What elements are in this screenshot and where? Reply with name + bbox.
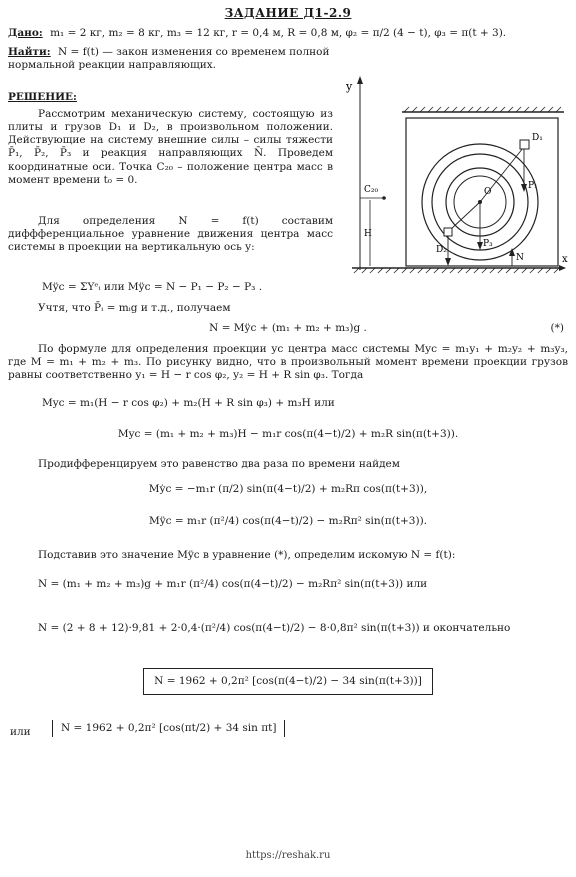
label-d1: D₁ (532, 133, 543, 143)
label-o: O (484, 187, 492, 197)
equation-6: Mÿc = m₁r (π²/4) cos(π(4−t)/2) − m₂Rπ² sin(π(t+3)). (148, 515, 428, 527)
label-p1: P₁ (528, 181, 538, 191)
c20-label: C₂₀ (364, 185, 379, 195)
equation-4: Myc = (m₁ + m₂ + m₃)H − m₁r cos(π(4−t)/2) + m₂R sin(π(t+3)). (117, 428, 459, 440)
paragraph-ode: Для определения N = f(t) составим диффференциальное уравнение движения центра масс системы в проекции на вертикальную ось y: (8, 215, 333, 254)
equation-8: N = (2 + 8 + 12)·9,81 + 2·0,4·(π²/4) cos(π(4−t)/2) − 8·0,8π² sin(π(t+3)) и окончательно (38, 622, 511, 634)
find-label: Найти: (8, 46, 51, 58)
alt-result-wrap (52, 720, 285, 737)
c20-point (382, 196, 386, 200)
equation-7: N = (m₁ + m₂ + m₃)g + m₁r (π²/4) cos(π(4−t)/2) − m₂Rπ² sin(π(t+3)) или (38, 578, 428, 590)
given-text: m₁ = 2 кг, m₂ = 8 кг, m₃ = 12 кг, r = 0,4 м, R = 0,8 м, φ₂ = π/2 (4 − t), φ₃ = π(t + 3). (50, 27, 507, 39)
given-line (8, 27, 568, 40)
equation-2-number: (*) (550, 322, 564, 334)
x-axis-label: x (562, 254, 568, 265)
load-d2 (444, 228, 452, 236)
y-axis-label: y (346, 80, 353, 93)
load-d1 (520, 140, 529, 149)
x-axis-arrow (559, 265, 566, 271)
equation-1-note: Учтя, что P̄ᵢ = mᵢg и т.д., получаем (38, 302, 231, 314)
y-axis-arrow (357, 76, 363, 84)
final-result: N = 1962 + 0,2π² [cos(π(4−t)/2) − 34 sin(π(t+3))] (143, 668, 433, 695)
equation-2: N = Mÿc + (m₁ + m₂ + m₃)g . (209, 322, 367, 334)
paragraph-setup: Рассмотрим механическую систему, состоящую из плиты и грузов D₁ и D₂, в произвольном положении. Действующие на систему внешние силы – силы тяжести P̄₁, P̄₂, P̄₃ и реакция направляющих N̄. Проведем координатные оси. Точка C₂₀ – положение центра масс в момент времени t₀ = 0. (8, 108, 333, 186)
final-result-wrap (0, 668, 576, 695)
paragraph-center-mass: По формуле для определения проекции yc центра масс системы Myc = m₁y₁ + m₂y₂ + m₃y₃, где M = m₁ + m₂ + m₃. По рисунку видно, что в произвольный момент времени проекции грузов равны соответственно y₁ = H − r cos φ₂, y₂ = H + R sin φ₃. Тогда (8, 343, 568, 382)
paragraph-differentiate: Продифференцируем это равенство два раза по времени найдем (38, 458, 400, 470)
alt-label: или (10, 726, 31, 738)
label-d2: D₂ (436, 245, 447, 255)
equation-5: Mẏc = −m₁r (π/2) sin(π(4−t)/2) + m₂Rπ cos(π(t+3)), (148, 483, 428, 495)
page-title: ЗАДАНИЕ Д1-2.9 (224, 6, 352, 20)
label-p3: P₃ (483, 239, 493, 249)
find-line (8, 46, 348, 72)
paragraph-substitute: Подставив это значение Mÿc в уравнение (*), определим искомую N = f(t): (38, 549, 456, 561)
mechanism-diagram (340, 70, 572, 280)
equation-1: Mÿc = ΣYᵉᵢ или Mÿc = N − P₁ − P₂ − P₃ . (42, 281, 263, 293)
equation-3: Myc = m₁(H − r cos φ₂) + m₂(H + R sin φ₃) + m₃H или (42, 397, 335, 409)
alt-result: N = 1962 + 0,2π² [cos(πt/2) + 34 sin πt] (52, 720, 285, 737)
footer-url: https://reshak.ru (245, 850, 331, 861)
given-label: Дано: (8, 27, 43, 39)
height-label: H (364, 229, 372, 239)
solution-heading: РЕШЕНИЕ: (8, 91, 77, 103)
find-text: N = f(t) — закон изменения со временем полной нормальной реакции направляющих. (8, 46, 330, 72)
label-n: N (516, 253, 524, 263)
